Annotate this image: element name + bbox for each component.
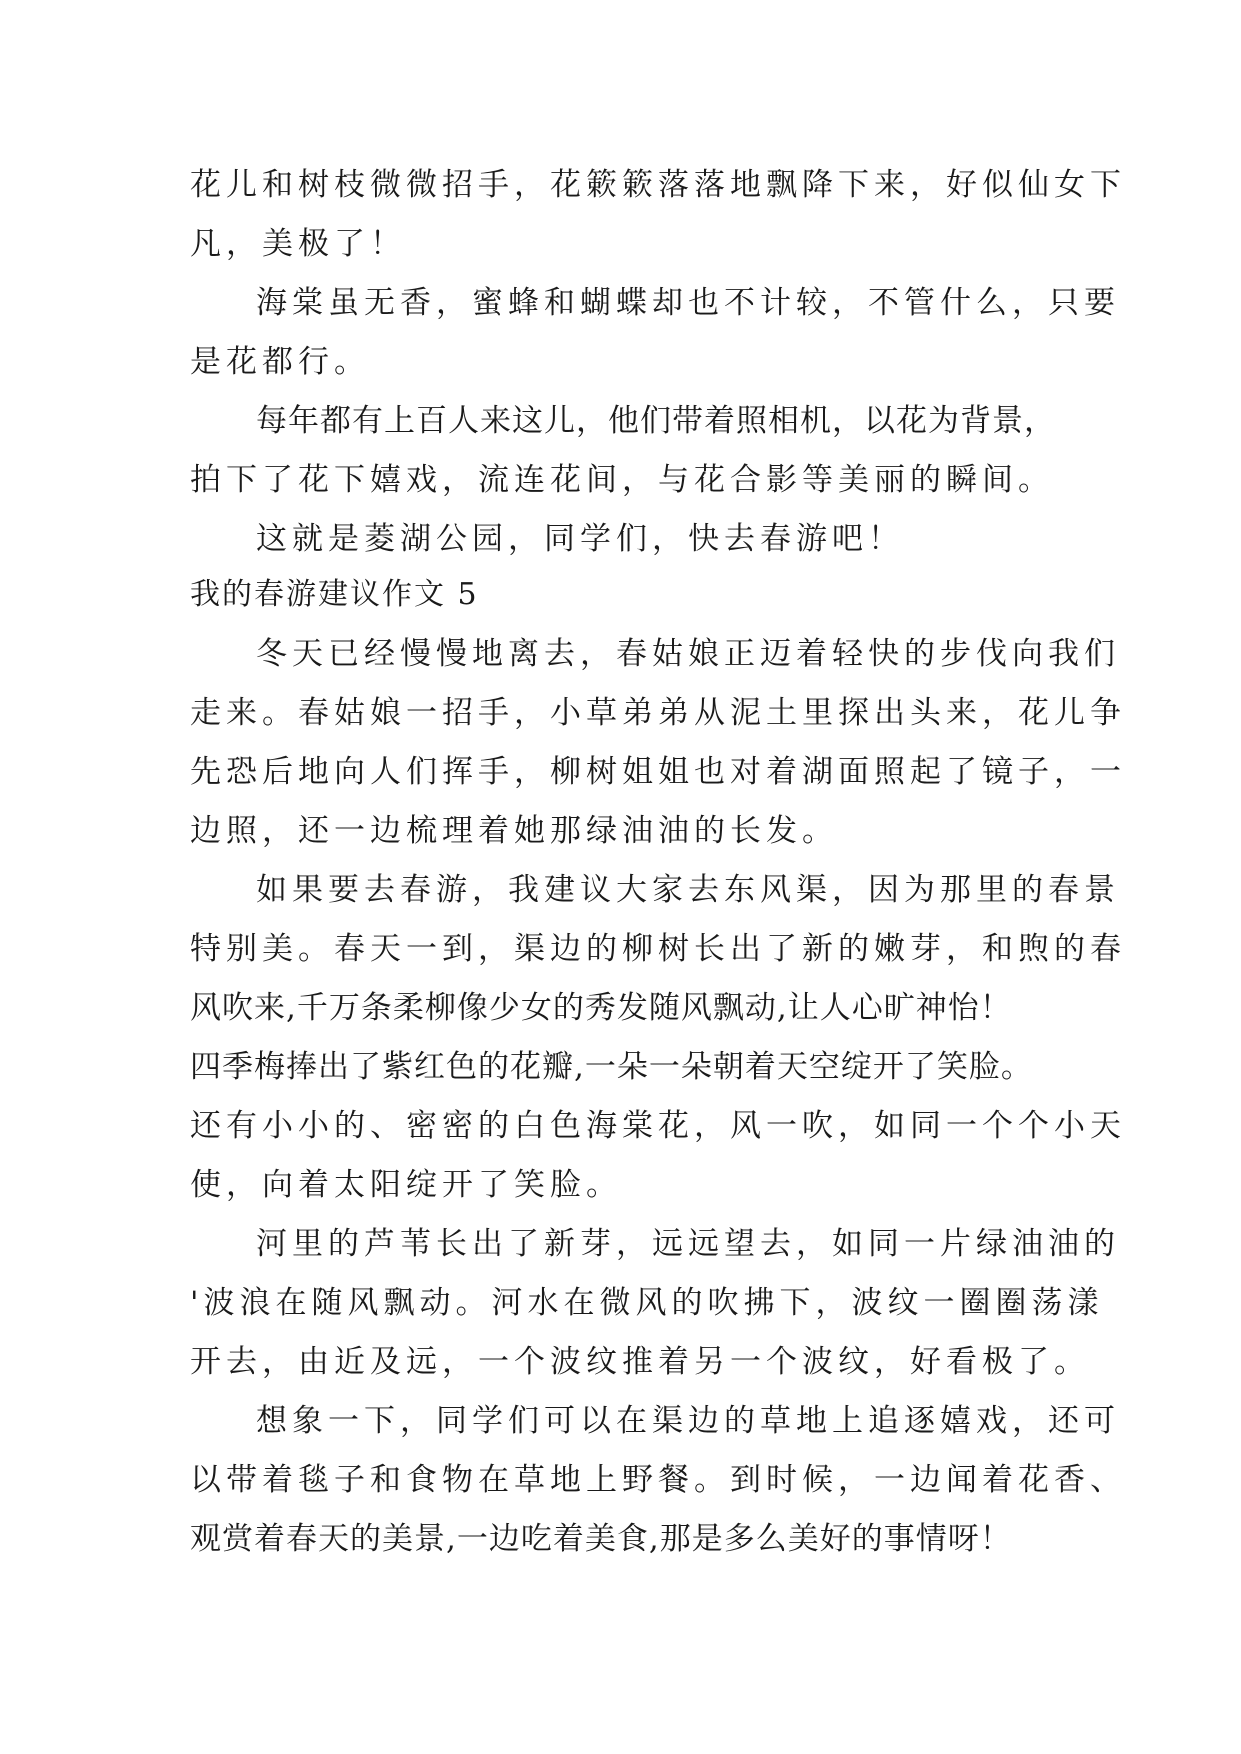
paragraph-line: 是花都行。 bbox=[190, 344, 370, 380]
paragraph-line: 特别美。春天一到，渠边的柳树长出了新的嫩芽，和煦的春 bbox=[190, 931, 1126, 967]
paragraph-line: 河里的芦苇长出了新芽，远远望去，如同一片绿油油的 bbox=[256, 1226, 1120, 1262]
paragraph-line: 开去，由近及远，一个波纹推着另一个波纹，好看极了。 bbox=[190, 1344, 1090, 1380]
paragraph-line: 风吹来,千万条柔柳像少女的秀发随风飘动,让人心旷神怡！ bbox=[190, 990, 1012, 1026]
section-heading: 我的春游建议作文 5 bbox=[190, 577, 479, 612]
paragraph-line: 还有小小的、密密的白色海棠花，风一吹，如同一个个小天 bbox=[190, 1108, 1126, 1144]
paragraph-line: 海棠虽无香，蜜蜂和蝴蝶却也不计较，不管什么，只要 bbox=[256, 285, 1120, 321]
paragraph-line: '波浪在随风飘动。河水在微风的吹拂下，波纹一圈圈荡漾 bbox=[190, 1285, 1104, 1321]
paragraph-line: 先恐后地向人们挥手，柳树姐姐也对着湖面照起了镜子，一 bbox=[190, 754, 1126, 790]
paragraph-line: 想象一下，同学们可以在渠边的草地上追逐嬉戏，还可 bbox=[256, 1403, 1120, 1439]
paragraph-line: 每年都有上百人来这儿，他们带着照相机，以花为背景， bbox=[256, 403, 1056, 439]
paragraph-line: 走来。春姑娘一招手，小草弟弟从泥土里探出头来，花儿争 bbox=[190, 695, 1126, 731]
paragraph-line: 如果要去春游，我建议大家去东风渠，因为那里的春景 bbox=[256, 872, 1120, 908]
paragraph-line: 凡，美极了！ bbox=[190, 226, 406, 262]
paragraph-line: 观赏着春天的美景,一边吃着美食,那是多么美好的事情呀！ bbox=[190, 1521, 1012, 1557]
paragraph-line: 冬天已经慢慢地离去，春姑娘正迈着轻快的步伐向我们 bbox=[256, 636, 1120, 672]
paragraph-line: 这就是菱湖公园，同学们，快去春游吧！ bbox=[256, 521, 904, 557]
paragraph-line: 花儿和树枝微微招手，花簌簌落落地飘降下来，好似仙女下 bbox=[190, 167, 1126, 203]
paragraph-line: 使，向着太阳绽开了笑脸。 bbox=[190, 1167, 622, 1203]
paragraph-line: 四季梅捧出了紫红色的花瓣,一朵一朵朝着天空绽开了笑脸。 bbox=[190, 1049, 1033, 1085]
paragraph-line: 以带着毯子和食物在草地上野餐。到时候，一边闻着花香、 bbox=[190, 1462, 1126, 1498]
paragraph-line: 拍下了花下嬉戏，流连花间，与花合影等美丽的瞬间。 bbox=[190, 462, 1054, 498]
paragraph-line: 边照，还一边梳理着她那绿油油的长发。 bbox=[190, 813, 838, 849]
